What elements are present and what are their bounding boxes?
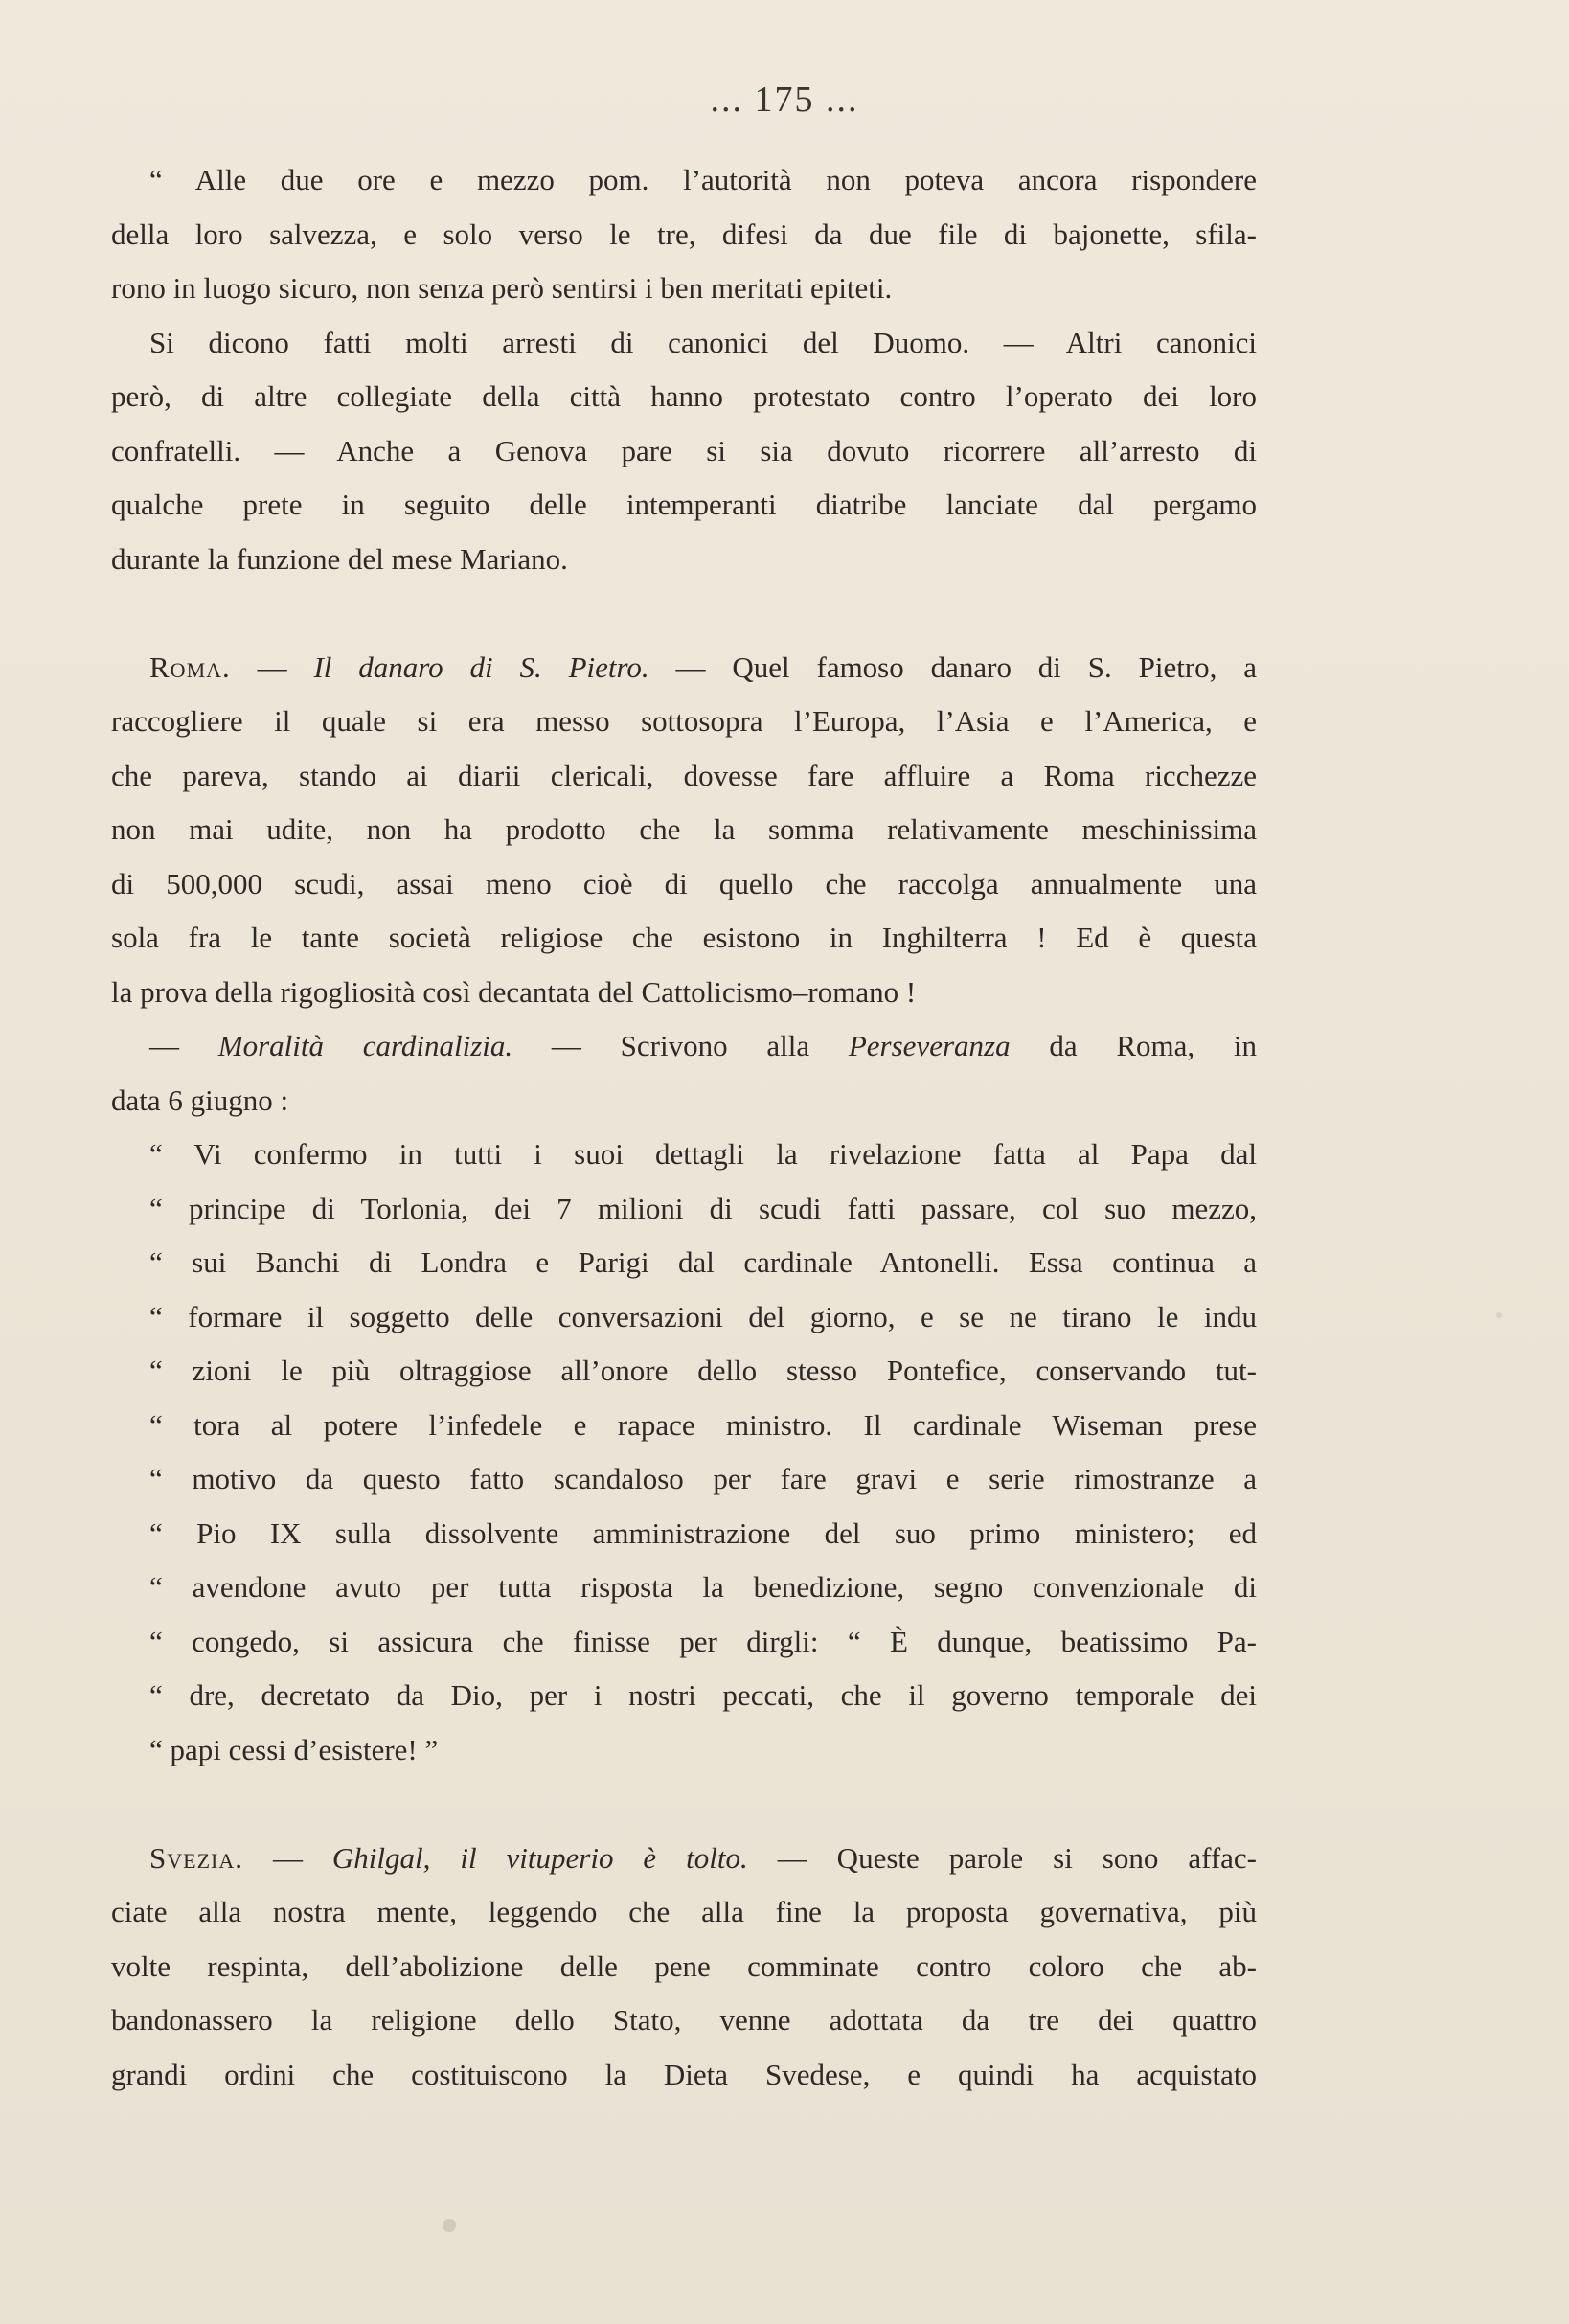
quote-line: “ principe di Torlonia, dei 7 milioni di scudi fatti passare, col suo mezzo, (149, 1191, 1257, 1225)
text-line: sola fra le tante società religiose che esistono in Inghilterra ! Ed è questa (111, 921, 1257, 954)
section-heading-line: Roma. — Il danaro di S. Pietro. — Quel famoso danaro di S. Pietro, a (149, 649, 1258, 684)
text-line: confratelli. — Anche a Genova pare si sia dovuto ricorrere all’arresto di (111, 433, 1257, 467)
page-number: ... 175 ... (710, 80, 859, 120)
text-line: Si dicono fatti molti arresti di canonici del Duomo. — Altri canonici (149, 325, 1257, 359)
text-line: “ Alle due ore e mezzo pom. l’autorità non poteva ancora rispondere (149, 163, 1257, 196)
quote-line: “ avendone avuto per tutta risposta la benedizione, segno convenzionale di (149, 1570, 1257, 1604)
text-line: raccogliere il quale si era messo sottosopra l’Europa, l’Asia e l’America, e (111, 704, 1257, 738)
section-subtitle: Il danaro di S. Pietro. (313, 649, 649, 684)
quote-line: “ Pio IX sulla dissolvente amministrazione del suo primo ministero; ed (149, 1515, 1257, 1550)
text-run: da Roma, in (1049, 1029, 1258, 1062)
quote-line: “ tora al potere l’infedele e rapace ministro. Il cardinale Wiseman prese (149, 1407, 1257, 1442)
text-line: durante la funzione del mese Mariano. (111, 541, 568, 576)
subsection-title: Moralità cardinalizia. (217, 1029, 513, 1062)
subsection-heading-line (111, 1019, 1257, 1074)
text-line: la prova della rigogliosità così decantata del Cattolicismo–romano ! (111, 974, 917, 1009)
quote-line: “ dre, decretato da Dio, per i nostri peccati, che il governo temporale dei (149, 1678, 1257, 1712)
text-line: che pareva, stando ai diarii clericali, dovesse fare affluire a Roma ricchezze (111, 758, 1257, 792)
section-title-roma: Roma. (149, 649, 231, 684)
section-title-svezia: Svezia. (149, 1840, 243, 1875)
text-line: però, di altre collegiate della città hanno protestato contro l’operato dei loro (111, 379, 1257, 413)
text-run: — Queste parole si sono affac- (777, 1840, 1258, 1875)
text-line: ciate alla nostra mente, leggendo che alla fine la proposta governativa, più (111, 1895, 1257, 1928)
paper-stain (1496, 1312, 1502, 1318)
text-line: della loro salvezza, e solo verso le tre, difesi da due file di bajonette, sfila- (111, 216, 1257, 251)
quote-line: “ formare il soggetto delle conversazioni del giorno, e se ne tirano le indu (149, 1299, 1257, 1333)
quote-line: “ Vi confermo in tutti i suoi dettagli la rivelazione fatta al Papa dal (149, 1137, 1257, 1171)
text-line: data 6 giugno : (111, 1082, 289, 1117)
quote-line: “ zioni le più oltraggiose all’onore dello stesso Pontefice, conservando tut- (149, 1354, 1257, 1387)
text-line: grandi ordini che costituiscono la Dieta Svedese, e quindi ha acquistato (111, 2057, 1257, 2091)
text-line: bandonassero la religione dello Stato, venne adottata da tre dei quattro (111, 2003, 1257, 2037)
quote-line: “ motivo da questo fatto scandaloso per fare gravi e serie rimostranze a (149, 1462, 1257, 1495)
text-line: non mai udite, non ha prodotto che la somma relativamente meschinissima (111, 812, 1257, 846)
dash: — (149, 1029, 179, 1062)
text-line: volte respinta, dell’abolizione delle pene comminate contro coloro che ab- (111, 1948, 1257, 1983)
text-run: — Scrivono alla (551, 1029, 810, 1062)
section-subtitle: Ghilgal, il vituperio è tolto. (331, 1840, 748, 1875)
paper-stain (443, 2219, 456, 2232)
text-line: qualche prete in seguito delle intemperanti diatribe lanciate dal pergamo (111, 488, 1257, 521)
text-line: rono in luogo sicuro, non senza però sentirsi i ben meritati epiteti. (111, 271, 893, 305)
quote-line: “ sui Banchi di Londra e Parigi dal cardinale Antonelli. Essa continua a (149, 1245, 1257, 1279)
page-body (111, 153, 1257, 2102)
section-heading-line: Svezia. — Ghilgal, il vituperio è tolto. — Queste parole si sono affac- (149, 1840, 1258, 1875)
text-line: di 500,000 scudi, assai meno cioè di quello che raccolga annualmente una (111, 866, 1257, 900)
paragraph-gap (111, 1777, 1257, 1832)
newspaper-name: Perseveranza (848, 1029, 1011, 1062)
text-run: — Quel famoso danaro di S. Pietro, a (675, 649, 1258, 684)
quote-line: “ papi cessi d’esistere! ” (149, 1732, 439, 1766)
quote-line: “ congedo, si assicura che finisse per dirgli: “ È dunque, beatissimo Pa- (149, 1624, 1257, 1658)
paragraph-gap (111, 586, 1257, 641)
